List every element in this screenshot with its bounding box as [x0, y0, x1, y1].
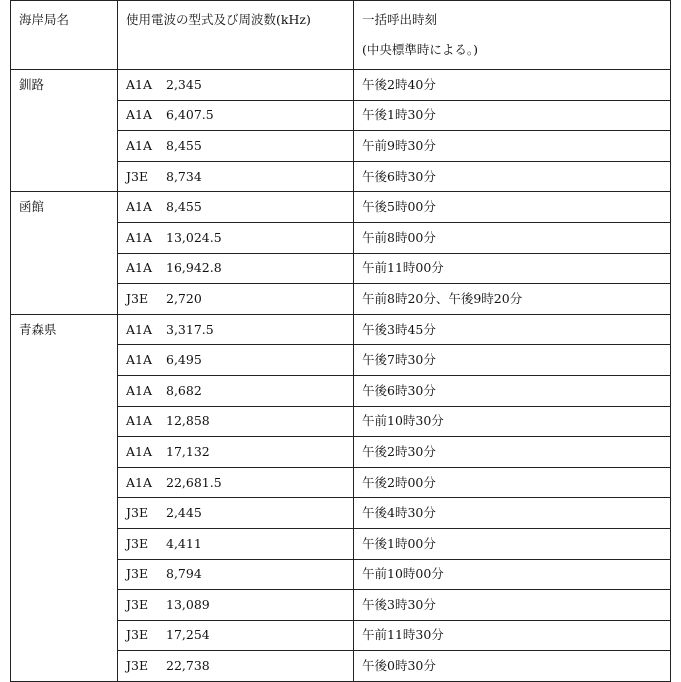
station-name-cell — [11, 161, 118, 192]
emission-type: A1A — [126, 137, 153, 153]
call-time-cell: 午後7時30分 — [354, 345, 671, 376]
station-name-cell — [11, 406, 118, 437]
frequency-value: 13,089 — [166, 596, 210, 612]
call-time-cell: 午後3時30分 — [354, 590, 671, 621]
table-row — [11, 620, 671, 651]
header-call-time-line2: (中央標準時による。) — [362, 42, 479, 57]
frequency-value: 17,254 — [166, 627, 210, 643]
frequency-cell — [118, 314, 354, 345]
header-call-time — [354, 1, 671, 70]
call-time-cell: 午後1時30分 — [354, 100, 671, 131]
station-name-cell — [11, 222, 118, 253]
frequency-cell — [118, 651, 354, 682]
table-row — [11, 528, 671, 559]
emission-type: A1A — [126, 260, 153, 276]
call-time-cell: 午前8時20分、午後9時20分 — [354, 284, 671, 315]
frequency-cell — [118, 222, 354, 253]
header-call-time-line1: 一括呼出時刻 — [362, 12, 438, 27]
station-name-cell — [11, 253, 118, 284]
station-name-cell — [11, 100, 118, 131]
station-name-cell: 青森県 — [11, 314, 118, 345]
frequency-cell — [118, 590, 354, 621]
call-time-cell: 午後5時00分 — [354, 192, 671, 223]
station-name-cell: 函館 — [11, 192, 118, 223]
frequency-cell — [118, 620, 354, 651]
frequency-value: 8,734 — [166, 168, 202, 184]
frequency-value: 8,682 — [166, 382, 202, 398]
emission-type: A1A — [126, 443, 153, 459]
frequency-cell — [118, 375, 354, 406]
station-name-cell — [11, 345, 118, 376]
call-time-cell: 午前8時00分 — [354, 222, 671, 253]
frequency-value: 22,738 — [166, 658, 210, 674]
table-row — [11, 345, 671, 376]
emission-type: J3E — [126, 658, 149, 674]
table-row — [11, 467, 671, 498]
station-name-cell — [11, 559, 118, 590]
call-time-cell: 午前11時00分 — [354, 253, 671, 284]
table-row — [11, 314, 671, 345]
frequency-cell — [118, 345, 354, 376]
call-time-cell: 午後0時30分 — [354, 651, 671, 682]
frequency-cell — [118, 192, 354, 223]
station-name-cell — [11, 620, 118, 651]
call-time-cell: 午後4時30分 — [354, 498, 671, 529]
emission-type: J3E — [126, 566, 149, 582]
station-name-cell — [11, 467, 118, 498]
table-row — [11, 284, 671, 315]
emission-type: J3E — [126, 535, 149, 551]
frequency-cell — [118, 100, 354, 131]
emission-type: A1A — [126, 474, 153, 490]
call-time-cell: 午前9時30分 — [354, 131, 671, 162]
emission-type: J3E — [126, 596, 149, 612]
frequency-value: 12,858 — [166, 413, 210, 429]
station-name-cell — [11, 375, 118, 406]
station-name-cell — [11, 131, 118, 162]
call-time-cell: 午後2時00分 — [354, 467, 671, 498]
table-header-row — [11, 1, 671, 70]
table-body — [11, 1, 671, 682]
table-row — [11, 651, 671, 682]
table-row — [11, 192, 671, 223]
frequency-cell — [118, 161, 354, 192]
station-name-cell — [11, 284, 118, 315]
frequency-value: 8,455 — [166, 137, 202, 153]
table-row — [11, 70, 671, 101]
emission-type: A1A — [126, 229, 153, 245]
emission-type: A1A — [126, 76, 153, 92]
frequency-value: 6,495 — [166, 352, 202, 368]
emission-type: A1A — [126, 352, 153, 368]
frequency-cell — [118, 284, 354, 315]
emission-type: A1A — [126, 321, 153, 337]
table-row — [11, 253, 671, 284]
emission-type: A1A — [126, 107, 153, 123]
frequency-cell — [118, 131, 354, 162]
frequency-value: 13,024.5 — [166, 229, 222, 245]
call-time-cell: 午後2時40分 — [354, 70, 671, 101]
emission-type: J3E — [126, 505, 149, 521]
call-time-cell: 午後6時30分 — [354, 375, 671, 406]
station-name-cell — [11, 437, 118, 468]
frequency-cell — [118, 253, 354, 284]
frequency-cell — [118, 559, 354, 590]
emission-type: A1A — [126, 199, 153, 215]
frequency-value: 2,720 — [166, 290, 202, 306]
frequency-value: 16,942.8 — [166, 260, 222, 276]
table-row — [11, 559, 671, 590]
table-row — [11, 437, 671, 468]
call-time-cell: 午前10時00分 — [354, 559, 671, 590]
call-time-cell: 午後6時30分 — [354, 161, 671, 192]
frequency-cell — [118, 498, 354, 529]
frequency-value: 2,445 — [166, 505, 202, 521]
header-station: 海岸局名 — [11, 1, 118, 70]
frequency-value: 4,411 — [166, 535, 202, 551]
frequency-value: 2,345 — [166, 76, 202, 92]
frequency-value: 6,407.5 — [166, 107, 214, 123]
station-name-cell: 釧路 — [11, 70, 118, 101]
table-row — [11, 406, 671, 437]
table-row — [11, 131, 671, 162]
frequency-value: 17,132 — [166, 443, 210, 459]
frequency-value: 8,455 — [166, 199, 202, 215]
call-time-cell: 午後3時45分 — [354, 314, 671, 345]
emission-type: J3E — [126, 168, 149, 184]
coast-station-schedule-table — [10, 0, 671, 682]
station-name-cell — [11, 651, 118, 682]
frequency-cell — [118, 437, 354, 468]
frequency-value: 3,317.5 — [166, 321, 214, 337]
frequency-cell — [118, 70, 354, 101]
table-row — [11, 498, 671, 529]
table-row — [11, 590, 671, 621]
call-time-cell: 午前10時30分 — [354, 406, 671, 437]
frequency-cell — [118, 467, 354, 498]
table-row — [11, 100, 671, 131]
station-name-cell — [11, 528, 118, 559]
station-name-cell — [11, 590, 118, 621]
frequency-value: 22,681.5 — [166, 474, 222, 490]
frequency-value: 8,794 — [166, 566, 202, 582]
frequency-cell — [118, 406, 354, 437]
emission-type: A1A — [126, 382, 153, 398]
call-time-cell: 午後2時30分 — [354, 437, 671, 468]
emission-type: J3E — [126, 290, 149, 306]
call-time-cell: 午前11時30分 — [354, 620, 671, 651]
header-frequency: 使用電波の型式及び周波数(kHz) — [118, 1, 354, 70]
table-row — [11, 161, 671, 192]
emission-type: A1A — [126, 413, 153, 429]
table-row — [11, 222, 671, 253]
station-name-cell — [11, 498, 118, 529]
call-time-cell: 午後1時00分 — [354, 528, 671, 559]
emission-type: J3E — [126, 627, 149, 643]
frequency-cell — [118, 528, 354, 559]
table-row — [11, 375, 671, 406]
